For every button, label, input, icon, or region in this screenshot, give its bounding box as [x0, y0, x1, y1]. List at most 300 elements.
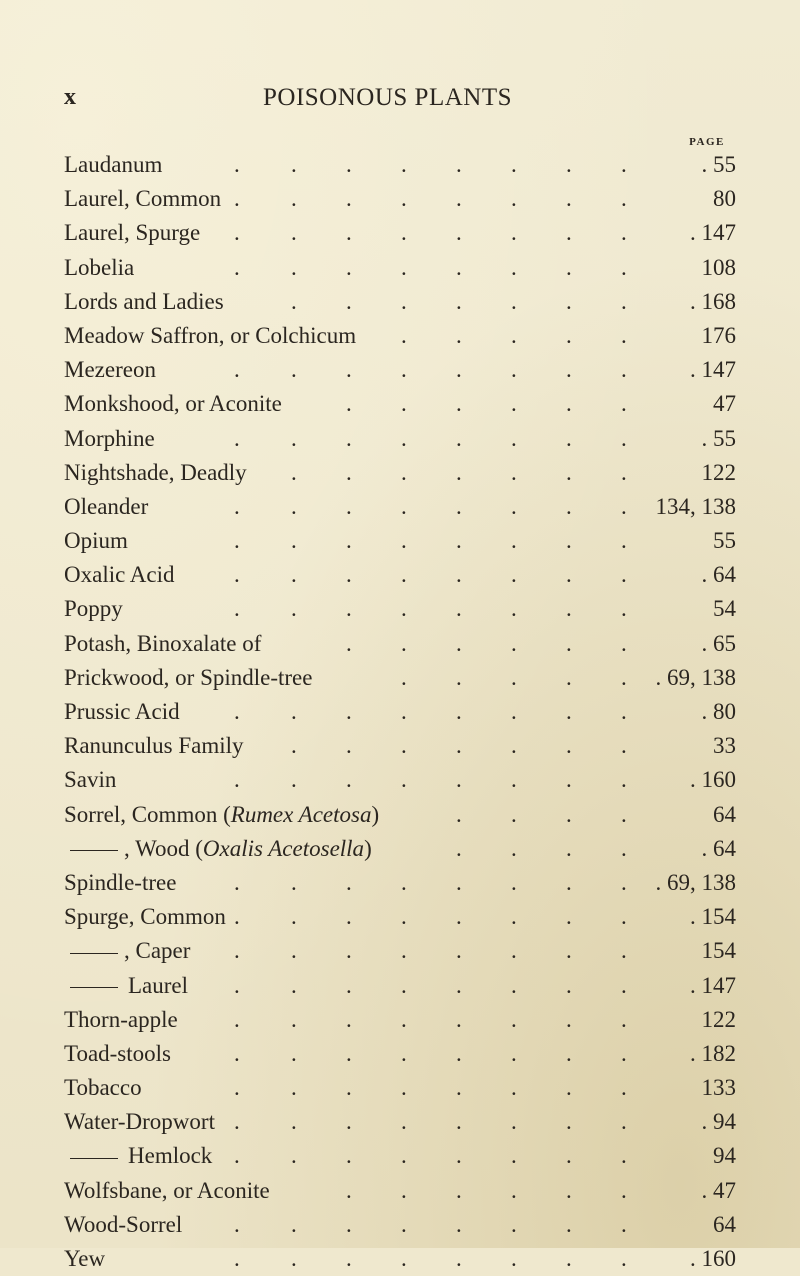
leader-dot: . [566, 562, 572, 588]
leader-dot: . [511, 904, 517, 930]
entry-name: , Wood (Oxalis Acetosella) [64, 832, 372, 866]
leader-dot: . [511, 152, 517, 177]
entry-name [64, 866, 176, 900]
leader-dot: . [621, 835, 627, 861]
leader-dot: . [566, 699, 572, 724]
entry-page-number: 54 [713, 596, 736, 622]
leader-dot: . [456, 904, 462, 930]
entry-name [64, 1037, 171, 1071]
index-entry [64, 285, 744, 319]
leader-dot: . [291, 938, 297, 964]
leader-dot: . [346, 1040, 352, 1066]
leader-dot: . [291, 493, 297, 519]
leader-dot: . [291, 186, 297, 212]
leader-dot: . [566, 1246, 572, 1271]
index-entry [64, 934, 744, 968]
leader-dot: . [346, 699, 352, 724]
leader-dot: . [234, 1006, 240, 1032]
leader-dot: . [456, 596, 462, 622]
leader-dot: . [234, 767, 240, 793]
leader-dot: . [511, 391, 517, 417]
entry-page-number: . 69, 138 [655, 664, 736, 690]
leader-dot: . [346, 357, 352, 383]
leader-dot: . [566, 1177, 572, 1203]
entry-name-text: Potash, Binoxalate of [64, 630, 262, 656]
leader-dot: . [401, 152, 407, 177]
leader-dot: . [234, 357, 240, 383]
entry-page-number: . 160 [690, 1246, 736, 1271]
leader-dot: . [566, 733, 572, 759]
leader-dot: . [621, 357, 627, 383]
index-entry [64, 1174, 744, 1208]
leader-dot: . [511, 528, 517, 554]
leader-dot: . [291, 357, 297, 383]
index-entry [64, 866, 744, 900]
leader-dot: . [621, 1006, 627, 1032]
leader-dot: . [401, 288, 407, 314]
leader-dot: . [291, 1040, 297, 1066]
index-entry [64, 729, 744, 763]
leader-dot: . [234, 972, 240, 998]
entry-page-number: . 64 [701, 835, 736, 861]
leader-dot: . [566, 1075, 572, 1101]
leader-dot: . [566, 835, 572, 861]
entry-page-number: . 182 [690, 1040, 736, 1066]
leader-dot: . [456, 835, 462, 861]
entry-name-text: Thorn-apple [64, 1006, 178, 1032]
entry-name-text: Laurel, Common [64, 186, 222, 212]
entry-name-text: Morphine [64, 425, 155, 451]
index-entry [64, 627, 744, 661]
leader-dot: . [401, 1075, 407, 1101]
leader-dot: . [621, 288, 627, 314]
index-entry [64, 1003, 744, 1037]
entry-page-number: . 147 [690, 972, 736, 998]
leader-dot: . [511, 357, 517, 383]
leader-dot: . [456, 1143, 462, 1169]
index-entry [64, 763, 744, 797]
leader-dot: . [346, 152, 352, 177]
leader-dot: . [621, 1109, 627, 1135]
entry-name-text: Lobelia [64, 254, 135, 280]
entry-page-number: . 154 [690, 904, 736, 930]
leader-dot: . [456, 1177, 462, 1203]
index-entry [64, 661, 744, 695]
entry-name [64, 319, 356, 353]
entry-name-text: Hemlock [128, 1143, 213, 1169]
entry-page-number: . 160 [690, 767, 736, 793]
leader-dot: . [511, 1246, 517, 1271]
leader-dot: . [346, 596, 352, 622]
entry-page-number: . 147 [690, 220, 736, 246]
leader-dot: . [511, 972, 517, 998]
leader-dot: . [621, 904, 627, 930]
entry-name-text: Oxalic Acid [64, 562, 175, 588]
entry-page-number: 108 [701, 254, 736, 280]
leader-dot: . [456, 699, 462, 724]
leader-dot: . [234, 1211, 240, 1237]
index-entry [64, 592, 744, 626]
leader-dot: . [621, 733, 627, 759]
leader-dot: . [456, 322, 462, 348]
entry-page-number: . 94 [701, 1109, 736, 1135]
entry-page-number: 64 [713, 1211, 736, 1237]
leader-dot: . [456, 972, 462, 998]
leader-dot: . [511, 1177, 517, 1203]
entry-name-text: Prussic Acid [64, 699, 180, 724]
leader-dot: . [401, 459, 407, 485]
leader-dot: . [566, 1211, 572, 1237]
leader-dot: . [291, 425, 297, 451]
leader-dot: . [234, 1246, 240, 1271]
leader-dot: . [456, 1246, 462, 1271]
leader-dot: . [346, 1006, 352, 1032]
leader-dot: . [511, 1075, 517, 1101]
leader-dot: . [621, 972, 627, 998]
index-entry [64, 353, 744, 387]
leader-dot: . [566, 630, 572, 656]
entry-name-text: Poppy [64, 596, 123, 622]
page-header [0, 84, 800, 118]
entry-name [64, 627, 261, 661]
leader-dot: . [621, 699, 627, 724]
leader-dot: . [456, 938, 462, 964]
leader-dot: . [291, 1211, 297, 1237]
leader-dot: . [401, 254, 407, 280]
leader-dot: . [291, 1143, 297, 1169]
leader-dot: . [401, 1177, 407, 1203]
entry-name [64, 661, 312, 695]
index-entry [64, 216, 744, 250]
entry-name [64, 353, 156, 387]
leader-dot: . [511, 186, 517, 212]
leader-dot: . [234, 869, 240, 895]
leader-dot: . [456, 630, 462, 656]
leader-dot: . [401, 630, 407, 656]
leader-dot: . [511, 733, 517, 759]
leader-dot: . [511, 562, 517, 588]
leader-dot: . [511, 1143, 517, 1169]
leader-dot: . [456, 152, 462, 177]
leader-dot: . [566, 528, 572, 554]
leader-dot: . [291, 1109, 297, 1135]
leader-dot: . [346, 186, 352, 212]
index-entry [64, 695, 744, 729]
leader-dot: . [234, 1143, 240, 1169]
leader-dot: . [346, 630, 352, 656]
entry-name-text: Tobacco [64, 1075, 142, 1101]
leader-dot: . [291, 869, 297, 895]
leader-dot: . [456, 1211, 462, 1237]
leader-dot: . [621, 459, 627, 485]
leader-dot: . [566, 254, 572, 280]
entry-name [64, 1208, 182, 1242]
leader-dot: . [566, 425, 572, 451]
leader-dot: . [346, 904, 352, 930]
leader-dot: . [621, 801, 627, 827]
entry-latin-name: Rumex Acetosa [230, 801, 372, 827]
leader-dot: . [456, 493, 462, 519]
entry-name [64, 969, 188, 1003]
leader-dot: . [511, 630, 517, 656]
folio-number: x [64, 84, 77, 110]
entry-page-number: . 168 [690, 288, 736, 314]
entry-name-text: Sorrel, Common [64, 801, 218, 827]
leader-dot: . [511, 1040, 517, 1066]
index-entry [64, 524, 744, 558]
leader-dot: . [511, 322, 517, 348]
entry-name [64, 285, 224, 319]
entry-name-text: Wood-Sorrel [64, 1211, 183, 1237]
leader-dot: . [621, 1211, 627, 1237]
entry-page-number: 47 [713, 391, 736, 417]
entry-page-number: . 47 [701, 1177, 736, 1203]
leader-dot: . [456, 1109, 462, 1135]
entry-name [64, 1071, 142, 1105]
leader-dot: . [346, 493, 352, 519]
entry-name-text: Water-Dropwort [64, 1109, 215, 1135]
entry-page-number: 94 [713, 1143, 736, 1169]
leader-dot: . [346, 972, 352, 998]
leader-dot: . [401, 972, 407, 998]
leader-dot: . [234, 938, 240, 964]
leader-dot: . [291, 1006, 297, 1032]
leader-dot: . [346, 391, 352, 417]
leader-dot: . [346, 528, 352, 554]
leader-dot: . [456, 869, 462, 895]
leader-dot: . [401, 904, 407, 930]
leader-dot: . [566, 869, 572, 895]
entry-name-text: Spurge, Common [64, 904, 226, 930]
leader-dot: . [291, 1246, 297, 1271]
leader-dot: . [566, 596, 572, 622]
leader-dot: . [401, 596, 407, 622]
entry-name [64, 729, 244, 763]
leader-dot: . [456, 254, 462, 280]
leader-dot: . [566, 938, 572, 964]
entry-name-text: Meadow Saffron, or Colchicum [64, 322, 357, 348]
leader-dot: . [401, 425, 407, 451]
leader-dot: . [346, 425, 352, 451]
leader-dot: . [566, 972, 572, 998]
leader-dot: . [566, 459, 572, 485]
leader-dot: . [234, 562, 240, 588]
leader-dot: . [291, 972, 297, 998]
leader-dot: . [511, 767, 517, 793]
entry-name-text: Nightshade, Deadly [64, 459, 247, 485]
entry-page-number: . 55 [701, 425, 736, 451]
leader-dot: . [621, 493, 627, 519]
index-entry [64, 251, 744, 285]
leader-dot: . [621, 220, 627, 246]
index-list [64, 148, 744, 1276]
index-entry [64, 456, 744, 490]
index-entry [64, 148, 744, 182]
leader-dot: . [346, 288, 352, 314]
leader-dot: . [621, 869, 627, 895]
leader-dot: . [291, 562, 297, 588]
entry-name-text: Mezereon [64, 357, 156, 383]
leader-dot: . [401, 322, 407, 348]
entry-page-number: 133 [701, 1075, 736, 1101]
entry-name-text: Oleander [64, 493, 149, 519]
entry-name [64, 900, 226, 934]
leader-dot: . [346, 1075, 352, 1101]
leader-dot: . [566, 767, 572, 793]
leader-dot: . [401, 528, 407, 554]
leader-dot: . [291, 596, 297, 622]
leader-dot: . [234, 254, 240, 280]
entry-page-number: . 64 [701, 562, 736, 588]
leader-dot: . [621, 152, 627, 177]
index-entry [64, 1071, 744, 1105]
leader-dot: . [291, 1075, 297, 1101]
leader-dot: . [621, 1246, 627, 1271]
leader-dot: . [346, 254, 352, 280]
index-entry [64, 319, 744, 353]
leader-dot: . [511, 1211, 517, 1237]
leader-dot: . [291, 459, 297, 485]
leader-dot: . [456, 288, 462, 314]
entry-name [64, 1105, 215, 1139]
leader-dot: . [346, 1177, 352, 1203]
leader-dot: . [511, 220, 517, 246]
leader-dot: . [621, 1177, 627, 1203]
index-entry [64, 490, 744, 524]
leader-dot: . [234, 699, 240, 724]
entry-name [64, 148, 162, 182]
index-entry [64, 422, 744, 456]
entry-name [64, 1003, 178, 1037]
entry-name-text: Monkshood, or Aconite [64, 391, 282, 417]
entry-page-number: 122 [701, 1006, 736, 1032]
leader-dot: . [511, 596, 517, 622]
leader-dot: . [401, 1040, 407, 1066]
entry-name-text: Ranunculus Family [64, 733, 244, 759]
leader-dot: . [346, 1109, 352, 1135]
leader-dot: . [621, 391, 627, 417]
leader-dot: . [456, 664, 462, 690]
leader-dot: . [621, 528, 627, 554]
entry-page-number: 122 [701, 459, 736, 485]
leader-dot: . [456, 220, 462, 246]
leader-dot: . [401, 699, 407, 724]
entry-name [64, 934, 190, 968]
leader-dot: . [401, 186, 407, 212]
leader-dot: . [566, 186, 572, 212]
leader-dot: . [456, 425, 462, 451]
entry-page-number: 80 [713, 186, 736, 212]
ditto-dash [70, 953, 118, 954]
leader-dot: . [456, 391, 462, 417]
entry-name [64, 695, 180, 729]
entry-page-number: . 80 [701, 699, 736, 724]
leader-dot: . [401, 562, 407, 588]
entry-name-text: Prickwood, or Spindle-tree [64, 664, 313, 690]
entry-name [64, 387, 282, 421]
entry-name-text: Laurel [128, 972, 189, 998]
leader-dot: . [511, 459, 517, 485]
entry-name-text: Opium [64, 528, 128, 554]
leader-dot: . [511, 1006, 517, 1032]
leader-dot: . [291, 733, 297, 759]
entry-name: Sorrel, Common (Rumex Acetosa) [64, 801, 380, 827]
leader-dot: . [291, 288, 297, 314]
entry-page-number: 134, 138 [655, 493, 736, 519]
entry-page-number: 176 [701, 322, 736, 348]
leader-dot: . [291, 254, 297, 280]
entry-page-number: . 55 [701, 152, 736, 177]
ditto-dash [70, 987, 118, 988]
leader-dot: . [566, 801, 572, 827]
leader-dot: . [234, 528, 240, 554]
leader-dot: . [401, 664, 407, 690]
leader-dot: . [566, 1109, 572, 1135]
leader-dot: . [291, 904, 297, 930]
leader-dot: . [511, 869, 517, 895]
entry-name-text: Lords and Ladies [64, 288, 224, 314]
leader-dot: . [346, 1246, 352, 1271]
leader-dot: . [401, 1246, 407, 1271]
leader-dot: . [234, 1109, 240, 1135]
leader-dot: . [401, 1006, 407, 1032]
leader-dot: . [401, 869, 407, 895]
entry-name-text: , Caper [124, 938, 191, 964]
leader-dot: . [566, 220, 572, 246]
leader-dot: . [456, 767, 462, 793]
index-entry [64, 900, 744, 934]
leader-dot: . [456, 357, 462, 383]
leader-dot: . [456, 562, 462, 588]
entry-name-text: Wolfsbane, or Aconite [64, 1177, 270, 1203]
leader-dot: . [346, 220, 352, 246]
leader-dot: . [234, 152, 240, 177]
leader-dot: . [511, 699, 517, 724]
page-column-label: PAGE [689, 136, 725, 148]
leader-dot: . [566, 664, 572, 690]
leader-dot: . [291, 528, 297, 554]
entry-name [64, 1139, 212, 1173]
index-entry [64, 1208, 744, 1242]
index-entry [64, 1242, 744, 1276]
ditto-dash [70, 850, 118, 851]
leader-dot: . [234, 425, 240, 451]
leader-dot: . [566, 322, 572, 348]
leader-dot: . [291, 699, 297, 724]
leader-dot: . [621, 630, 627, 656]
index-entry [64, 832, 744, 866]
leader-dot: . [566, 1006, 572, 1032]
leader-dot: . [401, 1211, 407, 1237]
entry-name [64, 490, 148, 524]
leader-dot: . [234, 220, 240, 246]
index-entry [64, 969, 744, 1003]
entry-name-text: Yew [64, 1246, 106, 1271]
leader-dot: . [621, 664, 627, 690]
entry-name-text: , Wood [124, 835, 190, 861]
leader-dot: . [621, 596, 627, 622]
leader-dot: . [511, 938, 517, 964]
entry-latin-name: Oxalis Acetosella [202, 835, 365, 861]
entry-name [64, 558, 175, 592]
leader-dot: . [234, 186, 240, 212]
leader-dot: . [234, 1040, 240, 1066]
leader-dot: . [401, 733, 407, 759]
leader-dot: . [401, 938, 407, 964]
entry-name-text: Toad-stools [64, 1040, 171, 1066]
entry-name [64, 524, 128, 558]
leader-dot: . [346, 938, 352, 964]
